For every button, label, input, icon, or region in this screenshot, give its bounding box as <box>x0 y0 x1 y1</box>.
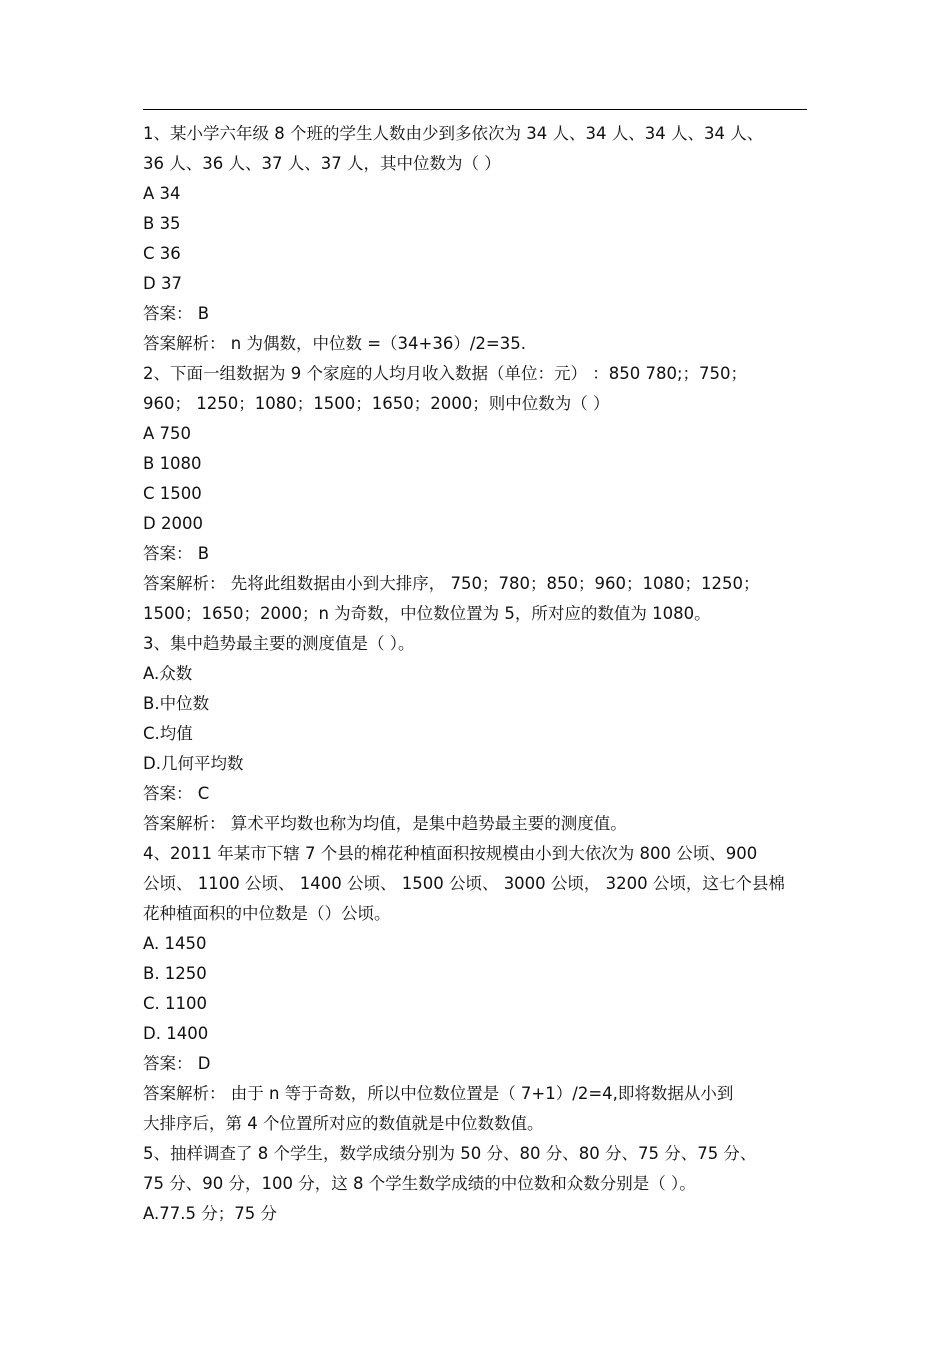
q4-option-d: D. 1400 <box>143 1024 209 1043</box>
q3-option-d: D.几何平均数 <box>143 754 244 773</box>
q2-stem-line-1: 2、下面一组数据为 9 个家庭的人均月收入数据（单位：元） ：850 780;；750； <box>143 364 748 383</box>
q3-stem: 3、集中趋势最主要的测度值是（ ）。 <box>143 634 415 653</box>
q2-option-b: B 1080 <box>143 454 202 473</box>
header-rule <box>143 109 807 110</box>
q4-option-b: B. 1250 <box>143 964 207 983</box>
q2-option-d: D 2000 <box>143 514 203 533</box>
q4-explanation-line-2: 大排序后，第 4 个位置所对应的数值就是中位数数值。 <box>143 1114 544 1133</box>
q3-answer: 答案： C <box>143 784 210 803</box>
q3-option-c: C.均值 <box>143 724 193 743</box>
q3-explanation: 答案解析： 算术平均数也称为均值，是集中趋势最主要的测度值。 <box>143 814 627 833</box>
q1-option-b: B 35 <box>143 214 181 233</box>
q3-option-b: B.中位数 <box>143 694 210 713</box>
q4-option-c: C. 1100 <box>143 994 208 1013</box>
q4-explanation-line-1: 答案解析： 由于 n 等于奇数，所以中位数位置是（ 7+1）/2=4,即将数据从小到 <box>143 1084 734 1103</box>
q1-explanation: 答案解析： n 为偶数，中位数 =（34+36）/2=35. <box>143 334 526 353</box>
q1-stem-line-2: 36 人、36 人、37 人、37 人，其中位数为（ ） <box>143 154 501 173</box>
q3-option-a: A.众数 <box>143 664 193 683</box>
q4-option-a: A. 1450 <box>143 934 207 953</box>
q5-option-a: A.77.5 分；75 分 <box>143 1204 277 1223</box>
q4-stem-line-1: 4、2011 年某市下辖 7 个县的棉花种植面积按规模由小到大依次为 800 公顷、900 <box>143 844 758 863</box>
q2-stem-line-2: 960； 1250；1080；1500；1650；2000；则中位数为（ ） <box>143 394 610 413</box>
q4-stem-line-2: 公顷、 1100 公顷、 1400 公顷、 1500 公顷、 3000 公顷， 3200 公顷，这七个县棉 <box>143 874 785 893</box>
q5-stem-line-1: 5、抽样调查了 8 个学生，数学成绩分别为 50 分、80 分、80 分、75 分、75 分、 <box>143 1144 757 1163</box>
q1-answer: 答案： B <box>143 304 210 323</box>
q2-explanation-line-1: 答案解析： 先将此组数据由小到大排序， 750；780；850；960；1080；1250； <box>143 574 760 593</box>
q4-answer: 答案： D <box>143 1054 211 1073</box>
q2-option-a: A 750 <box>143 424 192 443</box>
q2-option-c: C 1500 <box>143 484 202 503</box>
document-body <box>143 119 813 1229</box>
q1-option-a: A 34 <box>143 184 181 203</box>
q1-option-d: D 37 <box>143 274 182 293</box>
q2-explanation-line-2: 1500；1650；2000；n 为奇数，中位数位置为 5，所对应的数值为 1080。 <box>143 604 711 623</box>
q4-stem-line-3: 花种植面积的中位数是（）公顷。 <box>143 904 391 923</box>
q1-option-c: C 36 <box>143 244 181 263</box>
q5-stem-line-2: 75 分、90 分，100 分，这 8 个学生数学成绩的中位数和众数分别是（ ）。 <box>143 1174 696 1193</box>
q1-stem-line-1: 1、某小学六年级 8 个班的学生人数由少到多依次为 34 人、34 人、34 人、34 人、 <box>143 124 764 143</box>
q2-answer: 答案： B <box>143 544 210 563</box>
